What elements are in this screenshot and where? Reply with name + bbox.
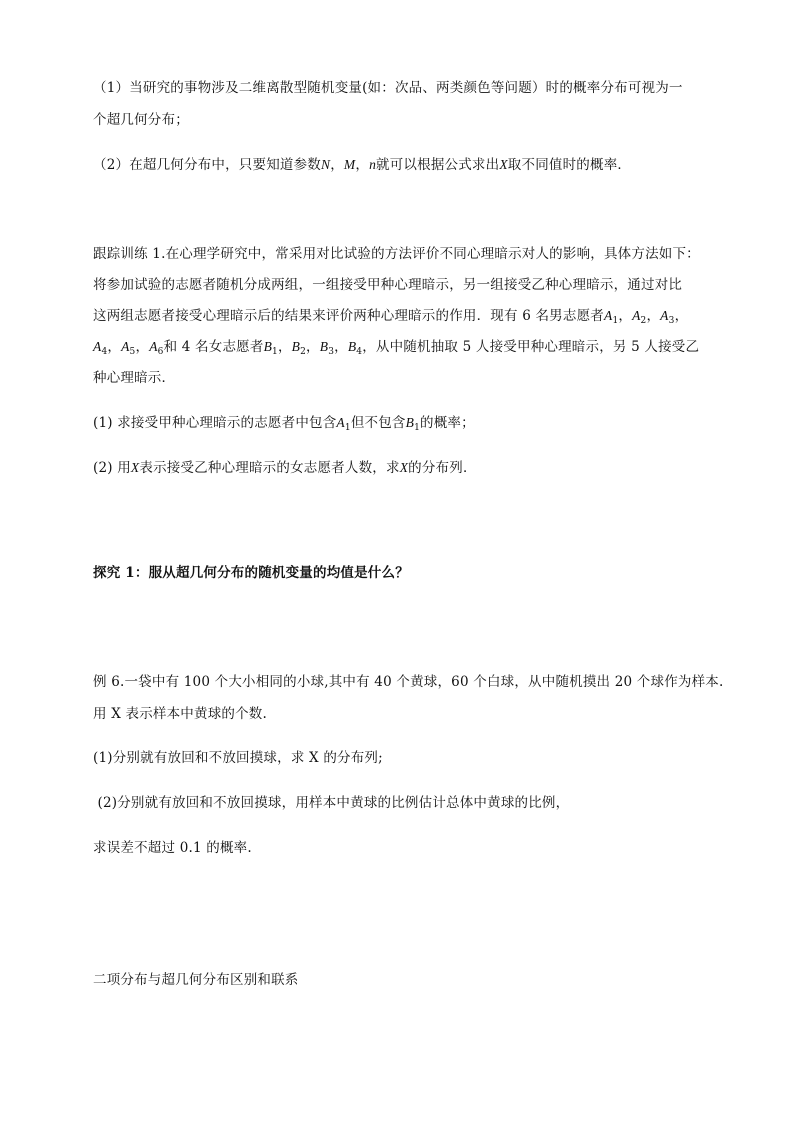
subscript: 5 (129, 347, 136, 357)
subscript: 3 (328, 347, 335, 357)
note-item-2 (93, 156, 713, 174)
explore-heading: 探究 1：服从超几何分布的随机变量的均值是什么？ (93, 565, 409, 581)
exercise-question-1 (93, 414, 713, 432)
separator: ， (135, 339, 150, 355)
exercise-text: 和 4 名女志愿者 (163, 339, 264, 355)
exercise-text: 这两组志愿者接受心理暗示后的结果来评价两种心理暗示的作用．现有 6 名男志愿者 (93, 308, 604, 324)
variable-M: M (343, 157, 356, 172)
example-question-2: (2)分别就有放回和不放回摸球，用样本中黄球的比例估计总体中黄球的比例， (93, 795, 570, 811)
variable-n: n (369, 157, 377, 172)
exercise-line-2: 将参加试验的志愿者随机分成两组，一组接受甲种心理暗示，另一组接受乙种心理暗示，通过对比 (93, 277, 683, 293)
subscript: 1 (272, 347, 278, 357)
separator: ， (306, 339, 320, 355)
exercise-line-1: 跟踪训练 1.在心理学研究中，常采用对比试验的方法评价不同心理暗示对人的影响，具体方法如下： (93, 246, 700, 262)
question-text: 的分布列． (408, 460, 477, 476)
example-line-1: 例 6.一袋中有 100 个大小相同的小球,其中有 40 个黄球，60 个白球，从中随机摸出 20 个球作为样本. (93, 674, 724, 690)
exercise-question-2 (93, 459, 713, 477)
subscript: 2 (640, 316, 647, 326)
exercise-line-4 (93, 338, 713, 356)
question-text: 表示接受乙种心理暗示的女志愿者人数，求 (139, 460, 400, 476)
subscript: 3 (668, 316, 675, 326)
variable-B: B (347, 339, 357, 354)
separator: ， (330, 157, 344, 173)
subscript: 6 (157, 347, 164, 357)
variable-X: X (130, 460, 140, 475)
variable-B: B (291, 339, 301, 354)
exercise-line-5: 种心理暗示． (93, 370, 176, 386)
variable-X: X (399, 460, 409, 475)
note-item-2-text: 取不同值时的概率． (507, 157, 632, 173)
exercise-line-3 (93, 307, 713, 325)
separator: ， (355, 157, 370, 173)
variable-B: B (263, 339, 273, 354)
variable-B: B (405, 415, 415, 430)
note-item-2-text: （2）在超几何分布中，只要知道参数 (93, 157, 321, 173)
note-item-2-text: 就可以根据公式求出 (376, 157, 500, 173)
separator: ， (334, 339, 348, 355)
variable-A: A (632, 308, 641, 323)
variable-X: X (499, 157, 508, 172)
variable-B: B (319, 339, 329, 354)
example-line-2: 用 X 表示样本中黄球的个数. (93, 706, 267, 722)
separator: ， (277, 339, 292, 355)
separator: ， (674, 308, 689, 324)
variable-A: A (660, 308, 669, 323)
subscript: 1 (414, 423, 421, 433)
separator: ， (646, 308, 661, 324)
subscript: 4 (356, 347, 363, 357)
note-item-1-line-1: （1）当研究的事物涉及二维离散型随机变量(如：次品、两类颜色等问题）时的概率分布可视为一 (93, 80, 683, 96)
exercise-text: ，从中随机抽取 5 人接受甲种心理暗示，另 5 人接受乙 (362, 339, 700, 355)
variable-A: A (603, 308, 613, 323)
variable-N: N (321, 157, 331, 172)
question-text: (2) 用 (93, 460, 131, 476)
example-question-2-cont: 求误差不超过 0.1 的概率. (93, 840, 252, 856)
variable-A: A (121, 339, 130, 354)
section-heading: 二项分布与超几何分布区别和联系 (93, 972, 299, 988)
variable-A: A (149, 339, 158, 354)
subscript: 4 (101, 347, 108, 357)
separator: ， (618, 308, 633, 324)
subscript: 1 (344, 423, 351, 433)
variable-A: A (336, 415, 345, 430)
subscript: 1 (612, 316, 619, 326)
question-text: 的概率； (420, 415, 475, 431)
note-item-1-line-2: 个超几何分布； (93, 112, 189, 128)
subscript: 2 (300, 347, 307, 357)
question-text: 但不包含 (350, 415, 406, 431)
question-text: (1) 求接受甲种心理暗示的志愿者中包含 (93, 415, 337, 431)
example-question-1: (1)分别就有放回和不放回摸球，求 X 的分布列; (93, 750, 383, 766)
separator: ， (107, 339, 122, 355)
variable-A: A (93, 339, 102, 354)
